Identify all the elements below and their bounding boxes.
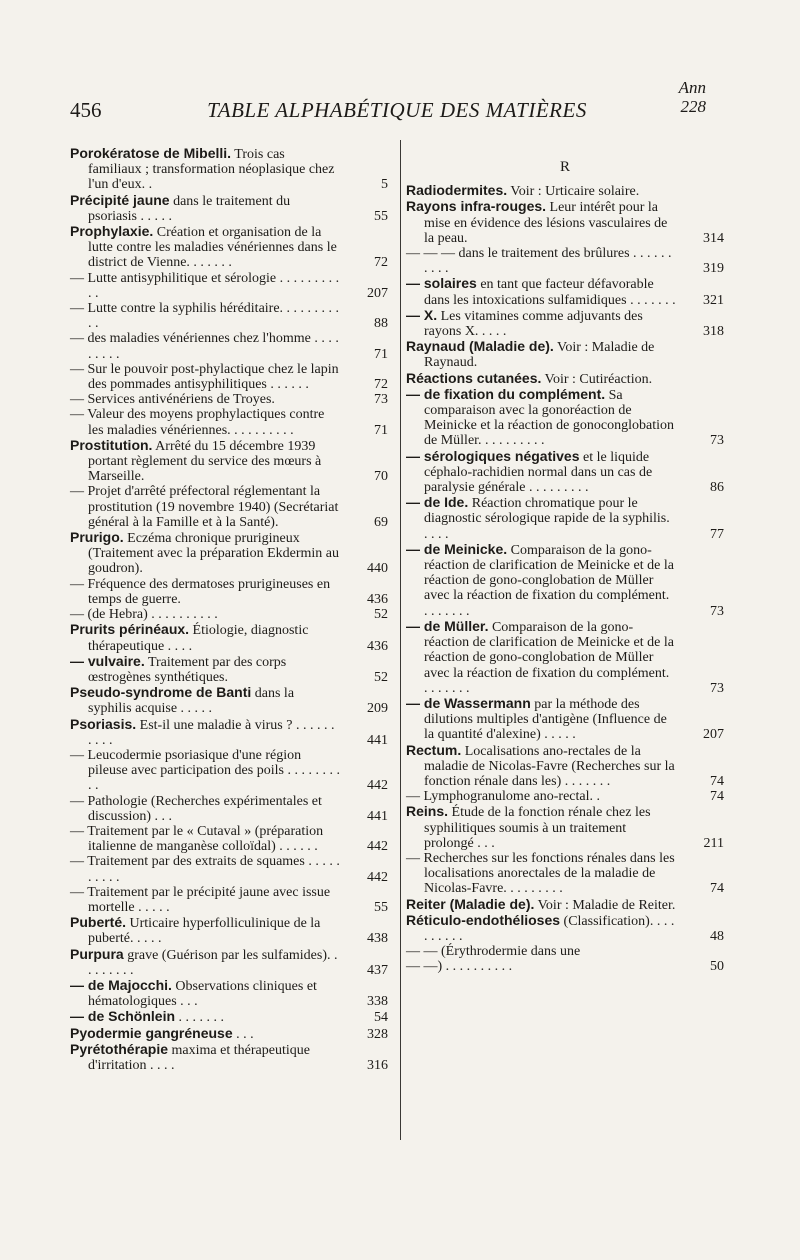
entry-heading: — X. [406, 306, 438, 323]
entry-page-number: 48 [710, 928, 724, 944]
entry-heading: Prophylaxie. [70, 223, 154, 240]
index-entry [406, 851, 724, 897]
entry-page-number: 328 [367, 1026, 388, 1042]
entry-page-number: 211 [703, 835, 724, 851]
index-entry [70, 438, 388, 485]
entry-text: Localisations ano-rectales de la maladie de Nicolas-Favre (Recherches sur la fonction rénale dans les) . . . . . . . [424, 743, 675, 789]
index-entry [70, 854, 388, 884]
entry-text: Voir : Urticaire solaire. [507, 184, 640, 200]
index-entry [70, 978, 388, 1009]
entry-text: (Classification). . . . . . . . . . [424, 913, 675, 944]
entry-page-number: 72 [374, 255, 388, 271]
entry-text: Voir : Maladie de Reiter. [534, 897, 676, 913]
entry-page-number: 442 [367, 839, 388, 855]
entry-page-number: 441 [367, 732, 388, 748]
entry-page-number: 441 [367, 808, 388, 824]
index-entry [70, 577, 388, 607]
entry-text: Voir : Cutiréaction. [541, 371, 653, 387]
index-entry [406, 944, 724, 959]
entry-heading: — de Meinicke. [406, 540, 508, 557]
right-column [406, 146, 724, 975]
entry-page-number: 52 [374, 607, 388, 623]
index-entry [406, 387, 724, 449]
entry-text: Comparaison de la gono-réaction de clarification de Meinicke et de la réaction de gono-conglobation de Müller avec la réaction de fixation du complément. . . . . . . . [424, 619, 674, 696]
entry-text: — Traitement par le « Cutaval » (préparation italienne de manganèse colloïdal) . . . . . . [70, 823, 324, 855]
entry-heading: Pseudo-syndrome de Banti [70, 684, 252, 701]
entry-page-number: 70 [374, 469, 388, 485]
entry-heading: — de Wassermann [406, 694, 531, 711]
entry-page-number: 74 [710, 881, 724, 897]
entry-page-number: 436 [367, 591, 388, 607]
entry-heading: Puberté. [70, 914, 127, 931]
index-entry [70, 407, 388, 437]
entry-page-number: 319 [703, 261, 724, 277]
entry-page-number: 77 [710, 526, 724, 542]
entry-text: Étude de la fonction rénale chez les syphilitiques soumis à un traitement prolongé . . . [424, 805, 651, 851]
entry-text: — Valeur des moyens prophylactiques contre les maladies vénériennes. . . . . . . . . . [70, 407, 325, 438]
entry-page-number: 55 [374, 899, 388, 915]
index-entry [70, 885, 388, 915]
entry-text: Leur intérêt pour la mise en évidence des lésions vasculaires de la peau. [424, 200, 668, 246]
index-entry [70, 685, 388, 716]
index-entry [70, 717, 388, 748]
entry-page-number: 74 [710, 789, 724, 805]
entry-text: Urticaire hyperfolliculinique de la puberté. . . . . [88, 916, 321, 947]
entry-text: — Lutte contre la syphilis héréditaire. . . . . . . . . . . [70, 301, 340, 332]
entry-text: Voir : Maladie de Raynaud. [424, 340, 655, 371]
entry-page-number: 437 [367, 962, 388, 978]
entry-page-number: 74 [710, 773, 724, 789]
entry-page-number: 52 [374, 669, 388, 685]
entry-page-number: 442 [367, 778, 388, 794]
entry-page-number: 207 [703, 727, 724, 743]
entry-text: — —) . . . . . . . . . . [406, 959, 513, 975]
entry-text: — Leucodermie psoriasique d'une région pileuse avec participation des poils . . . . . . . . . . [70, 747, 340, 794]
entry-page-number: 86 [710, 480, 724, 496]
index-entry [406, 959, 724, 974]
entry-heading: — de Ide. [406, 494, 469, 511]
entry-heading: Prostitution. [70, 436, 153, 453]
entry-text: Création et organisation de la lutte contre les maladies vénériennes dans le district de Vienne. . . . . . . [88, 225, 337, 271]
entry-text: Les vitamines comme adjuvants des rayons X. . . . . [424, 308, 643, 340]
entry-heading: — de Schönlein [70, 1008, 176, 1025]
entry-heading: Réticulo-endothélioses [406, 911, 561, 928]
entry-text: Réaction chromatique pour le diagnostic sérologique rapide de la syphilis. . . . . [424, 496, 670, 542]
entry-text: maxima et thérapeutique d'irritation . . . . [88, 1042, 310, 1073]
entry-text: — Services antivénériens de Troyes. [70, 392, 275, 408]
index-entry [406, 897, 724, 913]
entry-page-number: 71 [374, 422, 388, 438]
entry-text: Traitement par des corps œstrogènes synthétiques. [88, 654, 287, 685]
index-entry [70, 915, 388, 946]
index-entry [406, 495, 724, 542]
index-entry [70, 794, 388, 824]
entry-page-number: 207 [367, 285, 388, 301]
index-entry [406, 449, 724, 496]
index-entry [406, 183, 724, 199]
entry-page-number: 55 [374, 208, 388, 224]
entry-heading: Reins. [406, 803, 449, 820]
entry-text: — Lutte antisyphilitique et sérologie . . . . . . . . . . . [70, 270, 340, 301]
entry-text: — Traitement par des extraits de squames . . . . . . . . . . [70, 854, 340, 885]
entry-text: — Pathologie (Recherches expérimentales et discussion) . . . [70, 793, 322, 824]
index-entry [70, 530, 388, 577]
entry-page-number: 314 [703, 230, 724, 246]
entry-text: Eczéma chronique prurigineux (Traitement avec la préparation Ekdermin au goudron). [88, 531, 339, 577]
index-entry [70, 1026, 388, 1042]
entry-heading: Purpura [70, 945, 124, 962]
entry-heading: Reiter (Maladie de). [406, 895, 535, 912]
index-entry [406, 276, 724, 307]
entry-text: — des maladies vénériennes chez l'homme . . . . . . . . . [70, 331, 339, 362]
corner-annotation-top: Ann [678, 78, 706, 97]
index-entry [406, 804, 724, 851]
index-entry [406, 542, 724, 619]
index-entry [70, 622, 388, 653]
index-entry [406, 339, 724, 370]
entry-heading: Radiodermites. [406, 182, 508, 199]
entry-text: dans le traitement du psoriasis . . . . . [88, 193, 291, 224]
index-entry [70, 654, 388, 685]
index-entry [406, 619, 724, 696]
index-entry [406, 246, 724, 276]
left-column [70, 146, 388, 1073]
entry-page-number: 73 [374, 392, 388, 408]
entry-page-number: 73 [710, 433, 724, 449]
entry-text: Arrêté du 15 décembre 1939 portant règlement du service des mœurs à Marseille. [88, 438, 322, 485]
entry-text: Trois cas familiaux ; transformation néoplasique chez l'un d'eux. . [88, 147, 335, 193]
entry-page-number: 440 [367, 561, 388, 577]
entry-heading: Prurigo. [70, 529, 124, 546]
entry-heading: Rectum. [406, 741, 462, 758]
entry-text: . . . [232, 1026, 254, 1042]
entry-text: — Recherches sur les fonctions rénales dans les localisations anorectales de la maladie de Nicolas-Favre. . . . . . . . . [406, 850, 675, 897]
entry-heading: — sérologiques négatives [406, 447, 580, 464]
entry-text: par la méthode des dilutions multiples d'antigène (Influence de la quantité d'alexine) . . . . . [424, 696, 667, 743]
index-entry [406, 913, 724, 944]
entry-heading: Pyodermie gangréneuse [70, 1024, 233, 1041]
entry-page-number: 316 [367, 1057, 388, 1073]
entry-text: en tant que facteur défavorable dans les intoxications sulfamidiques . . . . . . . [424, 277, 676, 308]
entry-page-number: 436 [367, 638, 388, 654]
index-entry [70, 1042, 388, 1073]
index-entry [70, 484, 388, 530]
index-entry [70, 947, 388, 978]
entry-heading: Précipité jaune [70, 191, 170, 208]
entry-page-number: 442 [367, 869, 388, 885]
entry-page-number: 71 [374, 346, 388, 362]
index-entry [70, 392, 388, 407]
entry-page-number: 73 [710, 680, 724, 696]
entry-text: — Projet d'arrêté préfectoral réglementant la prostitution (19 novembre 1940) (Secrétariat général à la Famille et à la Santé). [70, 484, 339, 530]
entry-text: — Traitement par le précipité jaune avec issue mortelle . . . . . [70, 884, 331, 915]
index-entry [406, 789, 724, 804]
section-letter: R [559, 159, 570, 175]
index-entry [70, 362, 388, 392]
entry-heading: — solaires [406, 275, 477, 292]
entry-heading: Raynaud (Maladie de). [406, 338, 554, 355]
index-entry [70, 824, 388, 854]
index-entry [406, 743, 724, 790]
entry-text: Sa comparaison avec la gonoréaction de Meinicke et la réaction de gonoconglobation de Müller. . . . . . . . . . [424, 387, 674, 449]
entry-heading: Réactions cutanées. [406, 369, 542, 386]
index-entry [70, 301, 388, 331]
entry-page-number: 209 [367, 701, 388, 717]
entry-page-number: 72 [374, 377, 388, 393]
entry-page-number: 318 [703, 324, 724, 340]
entry-text: Est-il une maladie à virus ? . . . . . . . . . . [88, 717, 335, 748]
index-entry [70, 331, 388, 361]
entry-heading: — vulvaire. [70, 652, 145, 669]
entry-heading: Porokératose de Mibelli. [70, 145, 232, 161]
index-entry [70, 146, 388, 193]
entry-page-number: 321 [703, 292, 724, 308]
index-entry [406, 371, 724, 387]
entry-heading: Pyrétothérapie [70, 1040, 169, 1057]
entry-page-number: 73 [710, 603, 724, 619]
index-entry [70, 193, 388, 224]
entry-heading: Psoriasis. [70, 715, 137, 732]
entry-text: Observations cliniques et hématologiques . . . [88, 978, 317, 1010]
page-number: 456 [70, 98, 102, 122]
index-entry [406, 696, 724, 743]
entry-heading: Prurits périnéaux. [70, 621, 190, 638]
entry-heading: — de Majocchi. [70, 976, 172, 993]
entry-page-number: 438 [367, 931, 388, 947]
index-entry [70, 607, 388, 622]
index-entry [70, 748, 388, 794]
entry-text: — (de Hebra) . . . . . . . . . . [70, 607, 218, 623]
entry-page-number: 88 [374, 316, 388, 332]
index-entry [70, 224, 388, 271]
entry-heading: — de fixation du complément. [406, 385, 606, 402]
entry-text: — — — dans le traitement des brûlures . . . . . . . . . . [406, 246, 672, 277]
entry-page-number: 5 [381, 177, 388, 193]
entry-text: — Fréquence des dermatoses prurigineuses en temps de guerre. [70, 576, 331, 607]
index-entry [406, 308, 724, 339]
entry-text: et le liquide céphalo-rachidien normal dans un cas de paralysie générale . . . . . . . . . [424, 449, 653, 496]
entry-text: Comparaison de la gono-réaction de clarification de Meinicke et de la réaction de gono-conglobation de Müller avec la réaction de fixation du complément. . . . . . . . [424, 542, 674, 619]
page-title: TABLE ALPHABÉTIQUE DES MATIÈRES [207, 98, 587, 122]
page-header [70, 98, 724, 124]
entry-heading: — de Müller. [406, 617, 489, 634]
entry-text: grave (Guérison par les sulfamides). . . . . . . . . [88, 947, 338, 978]
entry-heading: Rayons infra-rouges. [406, 198, 547, 215]
index-entry [406, 199, 724, 246]
entry-page-number: 69 [374, 514, 388, 530]
entry-text: dans la syphilis acquise . . . . . [88, 686, 295, 717]
entry-text: — Sur le pouvoir post-phylactique chez le lapin des pommades antisyphilitiques . . . . . . [70, 361, 339, 393]
index-entry [70, 271, 388, 301]
entry-page-number: 54 [374, 1010, 388, 1026]
entry-page-number: 338 [367, 994, 388, 1010]
entry-page-number: 50 [710, 959, 724, 975]
entry-text: . . . . . . . [175, 1010, 225, 1026]
column-divider [400, 140, 401, 1140]
corner-annotation-bottom: 228 [680, 97, 706, 116]
entry-text: — Lymphogranulome ano-rectal. . [406, 789, 600, 805]
right-column-entries [406, 183, 724, 974]
index-entry [70, 1009, 388, 1025]
entry-text: Étiologie, diagnostic thérapeutique . . . . [88, 623, 309, 654]
entry-text: — — (Érythrodermie dans une [406, 944, 581, 960]
